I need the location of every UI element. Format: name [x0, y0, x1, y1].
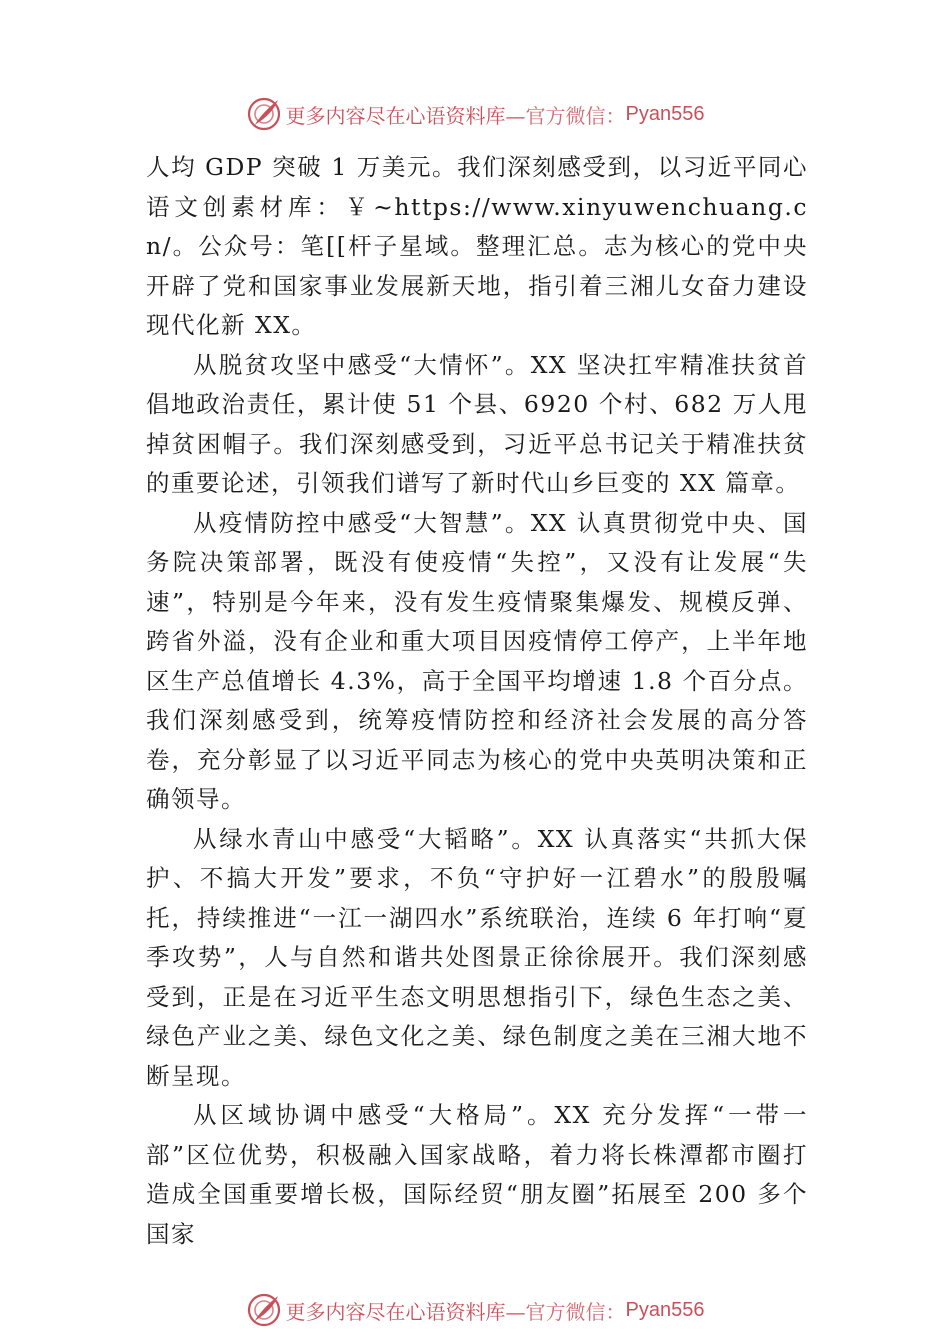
paragraph-3: 从疫情防控中感受“大智慧”。XX 认真贯彻党中央、国务院决策部署，既没有使疫情“失控”，又没有让发展“失速”，特别是今年来，没有发生疫情聚集爆发、规模反弹、跨省外溢，没有企业和重大项目因疫情停工停产，上半年地区生产总值增长 4.3%，高于全国平均增速 1.8 个百分点。我们深刻感受到，统筹疫情防控和经济社会发展的高分答卷，充分彰显了以习近平同志为核心的党中央英明决策和正确领导。: [146, 508, 808, 813]
banner-wechat-label: 官方微信：: [525, 103, 626, 128]
banner-text: 更多内容尽在心语资料库—: [285, 103, 526, 128]
banner-wechat-id: Pyan556: [625, 1298, 705, 1321]
document-body: [146, 148, 808, 1254]
banner-text: 更多内容尽在心语资料库—: [285, 1299, 526, 1324]
paragraph-5: 从区域协调中感受“大格局”。XX 充分发挥“一带一部”区位优势，积极融入国家战略，着力将长株潭都市圈打造成全国重要增长极，国际经贸“朋友圈”拓展至 200 多个国家: [146, 1101, 808, 1248]
quill-logo-icon: [246, 1292, 282, 1328]
footer-banner: [0, 1288, 950, 1332]
quill-logo-icon: [246, 96, 282, 132]
banner-wechat-id: Pyan556: [625, 102, 705, 125]
paragraph-4: 从绿水青山中感受“大韬略”。XX 认真落实“共抓大保护、不搞大开发”要求，不负“守护好一江碧水”的殷殷嘱托，持续推进“一江一湖四水”系统联治，连续 6 年打响“夏季攻势”，人与自然和谐共处图景正徐徐展开。我们深刻感受到，正是在习近平生态文明思想指引下，绿色生态之美、绿色产业之美、绿色文化之美、绿色制度之美在三湘大地不断呈现。: [146, 824, 808, 1090]
paragraph-2: 从脱贫攻坚中感受“大情怀”。XX 坚决扛牢精准扶贫首倡地政治责任，累计使 51 个县、6920 个村、682 万人甩掉贫困帽子。我们深刻感受到，习近平总书记关于精准扶贫的重要论述，引领我们谱写了新时代山乡巨变的 XX 篇章。: [146, 350, 808, 497]
banner-wechat-label: 官方微信：: [525, 1299, 626, 1324]
header-banner: [0, 92, 950, 136]
paragraph-1: 人均 GDP 突破 1 万美元。我们深刻感受到，以习近平同心语文创素材库：￥~https://www.xinyuwenchuang.cn/。公众号：笔[[杆子星域。整理汇总。志为核心的党中央开辟了党和国家事业发展新天地，指引着三湘儿女奋力建设现代化新 XX。: [146, 153, 808, 339]
